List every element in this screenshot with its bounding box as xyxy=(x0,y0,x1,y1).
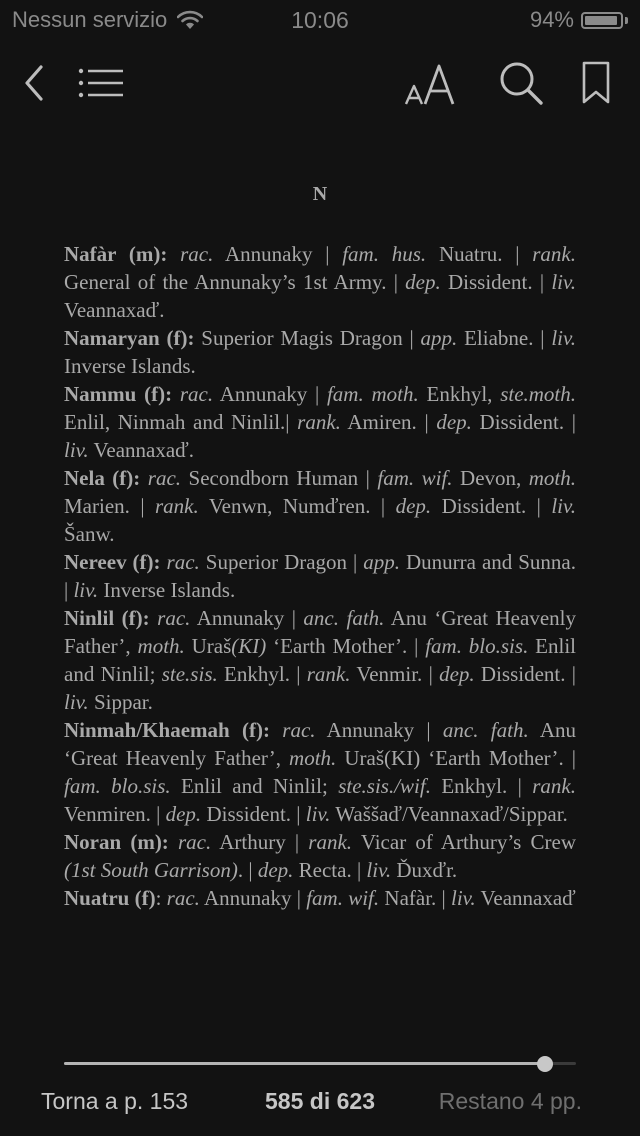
bookmark-icon xyxy=(581,61,611,105)
entry-abbreviation: rac. xyxy=(166,550,200,574)
battery-fill xyxy=(585,16,617,25)
table-of-contents-button[interactable] xyxy=(74,55,126,111)
search-icon xyxy=(498,60,544,106)
book-page xyxy=(64,180,576,912)
glossary-entry xyxy=(64,464,576,548)
entry-abbreviation: liv. xyxy=(551,494,576,518)
entry-abbreviation: fam. hus. xyxy=(342,242,427,266)
entry-text: Inverse Islands. xyxy=(98,578,236,602)
entry-abbreviation: fam. wif. xyxy=(306,886,380,910)
entry-text xyxy=(169,830,178,854)
page-count: 585 di 623 xyxy=(265,1088,375,1114)
entry-abbreviation: moth. xyxy=(289,746,337,770)
entry-text: Šanw. xyxy=(64,522,115,546)
entry-abbreviation: fam. blo.sis. xyxy=(64,774,171,798)
entry-text: Dissident. | xyxy=(431,494,552,518)
entry-text: : xyxy=(155,886,167,910)
entry-text: Annunaky | xyxy=(199,886,307,910)
glossary-entry xyxy=(64,380,576,464)
entry-abbreviation: fam. moth. xyxy=(326,382,419,406)
entry-text: Enlil and Ninlil; xyxy=(64,634,577,686)
entry-text: Enkhyl, xyxy=(418,382,501,406)
page-slider[interactable] xyxy=(64,1056,576,1072)
entry-text: Enlil and Ninlil; xyxy=(170,774,339,798)
entry-abbreviation: dep. xyxy=(439,662,475,686)
font-size-button[interactable] xyxy=(400,55,460,111)
entry-text xyxy=(140,466,148,490)
glossary-entry xyxy=(64,324,576,380)
entry-text: Annunaky | xyxy=(315,718,443,742)
entry-text: Anu ‘Great Heavenly Father’, xyxy=(64,606,576,658)
glossary-entry xyxy=(64,548,576,604)
entry-abbreviation: ste.moth. xyxy=(500,382,577,406)
back-to-page-link[interactable]: Torna a p. 153 xyxy=(41,1088,189,1114)
entry-abbreviation: liv. xyxy=(305,802,331,826)
entry-abbreviation: rac. xyxy=(282,718,316,742)
entry-text: ‘Earth Mother’. | xyxy=(266,634,426,658)
entry-text: Waššaď/Veannaxaď/Sippar. xyxy=(330,802,568,826)
pages-remaining: Restano 4 pp. xyxy=(438,1088,582,1114)
entry-term: Nafàr (m): xyxy=(64,242,168,266)
entry-term: Nammu (f): xyxy=(64,382,173,406)
entry-text: Veannaxaď. xyxy=(64,298,165,322)
battery-icon xyxy=(581,12,623,29)
entry-term: Noran (m): xyxy=(64,830,169,854)
entry-text: Annunaky | xyxy=(190,606,304,630)
entry-text xyxy=(270,718,282,742)
glossary-entry xyxy=(64,828,576,884)
entry-text: Dissident. | xyxy=(474,662,576,686)
entry-abbreviation: rac. xyxy=(177,830,212,854)
entry-text: Anu ‘Great Heavenly Father’, xyxy=(64,718,576,770)
glossary-entry xyxy=(64,716,576,828)
page-heading: N xyxy=(312,183,328,205)
entry-text: Superior Dragon | xyxy=(199,550,364,574)
list-icon xyxy=(77,67,123,99)
back-button[interactable] xyxy=(14,55,54,111)
entry-text xyxy=(172,382,180,406)
battery-nub xyxy=(625,17,628,24)
entry-text: Devon, xyxy=(452,466,529,490)
status-bar xyxy=(0,0,640,40)
entry-abbreviation: rac. xyxy=(166,886,200,910)
entry-abbreviation: ste.sis./wif. xyxy=(338,774,431,798)
entry-abbreviation: liv. xyxy=(73,578,99,602)
entry-text: Superior Magis Dragon | xyxy=(194,326,421,350)
entry-text: Amiren. | xyxy=(340,410,437,434)
entry-text: Secondborn Human | xyxy=(181,466,378,490)
entry-text: Nafàr. | xyxy=(379,886,451,910)
entry-term: Nuatru (f) xyxy=(64,886,156,910)
reader-footer xyxy=(0,1040,640,1136)
entry-text: Venmiren. | xyxy=(64,802,166,826)
entry-abbreviation: dep. xyxy=(257,858,294,882)
entry-text: Enkhyl. | xyxy=(217,662,307,686)
entry-abbreviation: fam. wif. xyxy=(377,466,453,490)
entry-term: Nela (f): xyxy=(64,466,141,490)
entry-text: Uraš(KI) ‘Earth Mother’. | xyxy=(336,746,576,770)
entry-abbreviation: rank. xyxy=(155,494,199,518)
entry-abbreviation: anc. fath. xyxy=(303,606,385,630)
entry-term: Namaryan (f): xyxy=(64,326,195,350)
entry-text: Annunaky | xyxy=(213,382,327,406)
entry-abbreviation: dep. xyxy=(395,494,432,518)
entry-abbreviation: rank. xyxy=(532,242,576,266)
entry-abbreviation: liv. xyxy=(551,326,576,350)
entry-text: Vicar of Arthury’s Crew xyxy=(352,830,577,854)
entry-text: Veannaxaď xyxy=(475,886,576,910)
entry-text: Enkhyl. | xyxy=(430,774,533,798)
entry-text: Arthury | xyxy=(211,830,309,854)
slider-thumb[interactable] xyxy=(537,1056,553,1072)
entry-abbreviation: rank. xyxy=(306,662,351,686)
entry-abbreviation: rac. xyxy=(179,382,214,406)
entry-abbreviation: fam. blo.sis. xyxy=(425,634,529,658)
entry-abbreviation: rank. xyxy=(297,410,341,434)
entry-term: Ninmah/Khaemah (f): xyxy=(64,718,270,742)
entry-abbreviation: liv. xyxy=(64,438,89,462)
entry-text: Recta. | xyxy=(293,858,367,882)
entry-abbreviation: liv. xyxy=(64,690,89,714)
entry-abbreviation: anc. fath. xyxy=(442,718,529,742)
entry-abbreviation: rank. xyxy=(532,774,576,798)
entry-abbreviation: dep. xyxy=(436,410,472,434)
entry-text: Veannaxaď. xyxy=(88,438,195,462)
glossary-entry xyxy=(64,884,576,912)
entry-abbreviation: moth. xyxy=(528,466,577,490)
entry-abbreviation: dep. xyxy=(405,270,441,294)
entry-text: Inverse Islands. xyxy=(64,354,196,378)
entry-text: Venwn, Numďren. | xyxy=(198,494,396,518)
search-button[interactable] xyxy=(494,55,548,111)
entry-text: Annunaky | xyxy=(213,242,343,266)
entry-text: Nuatru. | xyxy=(426,242,533,266)
entry-text: Ďuxďr. xyxy=(391,858,458,882)
entry-abbreviation: rank. xyxy=(308,830,353,854)
glossary-entry xyxy=(64,604,576,716)
carrier-label: Nessun servizio xyxy=(12,7,168,32)
entry-text: Marien. | xyxy=(64,494,155,518)
reader-toolbar xyxy=(0,55,640,115)
entry-text: Eliabne. | xyxy=(457,326,552,350)
chevron-left-icon xyxy=(23,65,45,101)
status-time: 10:06 xyxy=(291,7,349,33)
entry-abbreviation: liv. xyxy=(451,886,476,910)
entry-abbreviation: rac. xyxy=(180,242,214,266)
entry-abbreviation: rac. xyxy=(157,606,191,630)
entry-abbreviation: rac. xyxy=(147,466,182,490)
entry-term: Ninlil (f): xyxy=(64,606,150,630)
entry-abbreviation: ste.sis. xyxy=(161,662,218,686)
entry-term: Nereev (f): xyxy=(64,550,161,574)
entry-text: Venmir. | xyxy=(350,662,440,686)
font-size-icon xyxy=(403,60,457,106)
entry-text: Dissident. | xyxy=(471,410,576,434)
entry-text: General of the Annunaky’s 1st Army. | xyxy=(64,270,406,294)
entry-text: . | xyxy=(237,858,258,882)
battery-indicator xyxy=(530,7,628,33)
glossary-entry xyxy=(64,240,576,324)
entry-abbreviation: liv. xyxy=(551,270,576,294)
entry-abbreviation: (KI) xyxy=(231,634,267,658)
entry-text: Uraš xyxy=(184,634,232,658)
entry-text: Enlil, Ninmah and Ninlil.| xyxy=(64,410,298,434)
entry-abbreviation: dep. xyxy=(165,802,202,826)
slider-fill xyxy=(64,1062,545,1065)
entry-text: Sippar. xyxy=(88,690,153,714)
bookmark-button[interactable] xyxy=(574,55,618,111)
entry-abbreviation: app. xyxy=(420,326,458,350)
entry-text: Dissident. | xyxy=(440,270,552,294)
entry-abbreviation: (1st South Garrison) xyxy=(64,858,238,882)
entry-text xyxy=(167,242,180,266)
entry-abbreviation: moth. xyxy=(137,634,185,658)
glossary-entries xyxy=(64,240,576,912)
entry-text: Dissident. | xyxy=(201,802,306,826)
entry-text: Dunurra and Sunna. | xyxy=(64,550,577,602)
battery-percent: 94% xyxy=(529,7,574,32)
entry-abbreviation: app. xyxy=(363,550,400,574)
entry-abbreviation: liv. xyxy=(366,858,392,882)
